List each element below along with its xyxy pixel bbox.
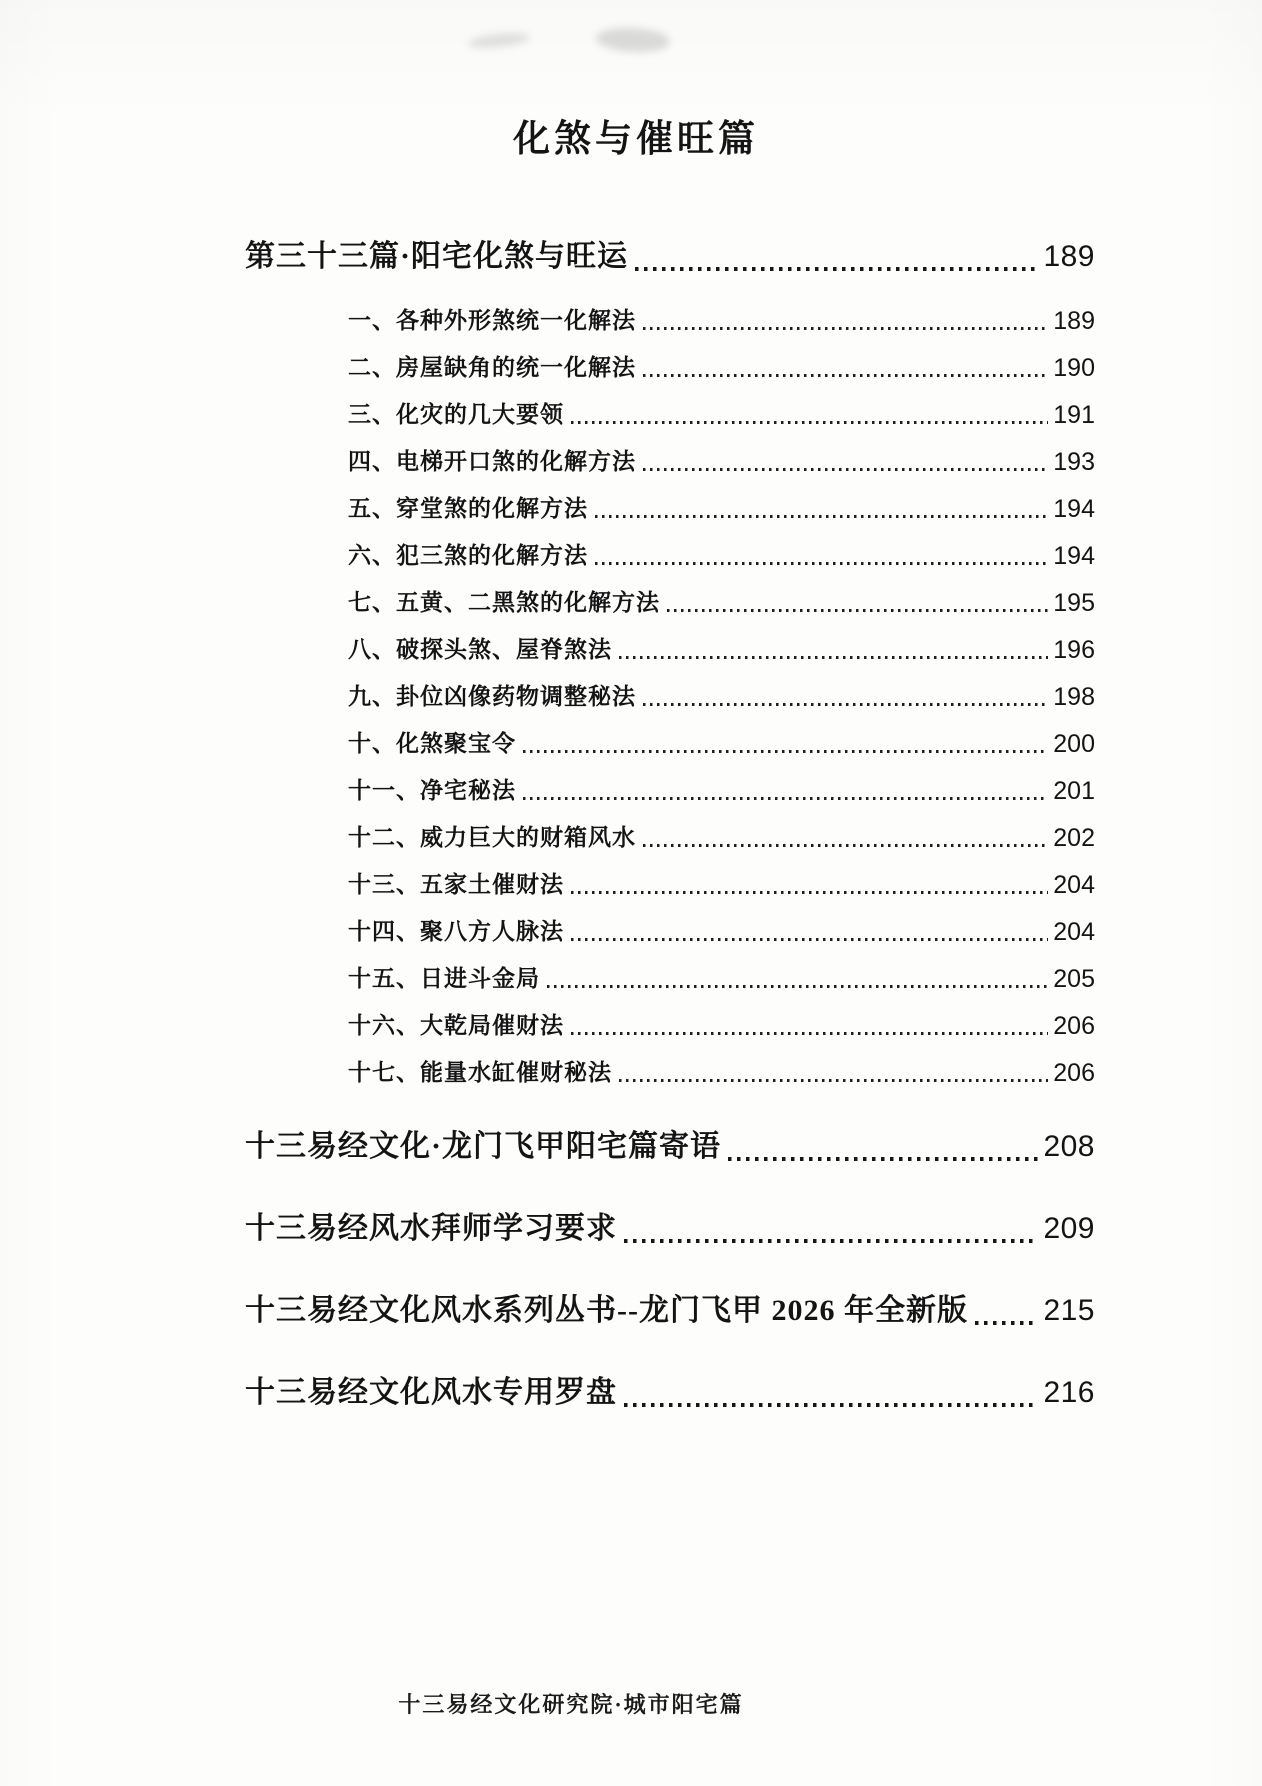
dot-leader [595,562,1048,565]
toc-page-number: 205 [1053,965,1095,993]
dot-leader [619,1079,1048,1082]
toc-page-number: 202 [1053,824,1095,852]
toc-entry-label: 六、犯三煞的化解方法 [348,543,588,568]
dot-leader [643,327,1048,330]
toc-page-number: 189 [1053,307,1095,335]
toc-entry-label: 九、卦位凶像药物调整秘法 [348,684,636,709]
dot-leader [571,421,1048,424]
toc-row [245,494,1095,524]
toc-row [245,353,1095,383]
toc-entry-label: 十三易经文化风水专用罗盘 [245,1376,617,1409]
toc-row [245,541,1095,571]
toc-page-number: 206 [1053,1059,1095,1087]
toc-entry-label: 十二、威力巨大的财箱风水 [348,825,636,850]
toc-entry-label: 五、穿堂煞的化解方法 [348,496,588,521]
toc-row [245,917,1095,947]
dot-leader [667,609,1048,612]
toc-entry-label: 十三、五家土催财法 [348,872,564,897]
scan-artifact [595,26,670,54]
dot-leader [624,1403,1038,1407]
toc-page-number: 190 [1053,354,1095,382]
toc-entry-label: 第三十三篇·阳宅化煞与旺运 [245,240,629,273]
toc-page-number: 216 [1043,1376,1095,1409]
dot-leader [643,703,1048,706]
toc-entry-label: 十五、日进斗金局 [348,966,540,991]
toc-page-number: 193 [1053,448,1095,476]
toc-entry-label: 八、破探头煞、屋脊煞法 [348,637,612,662]
dot-leader [643,844,1048,847]
dot-leader [571,938,1048,941]
toc-entry-label: 十七、能量水缸催财秘法 [348,1060,612,1085]
toc-entry-label: 十六、大乾局催财法 [348,1013,564,1038]
toc-page-number: 208 [1043,1130,1095,1163]
toc-row [245,400,1095,430]
toc-row [245,870,1095,900]
toc-row [245,447,1095,477]
toc-row [245,729,1095,759]
toc-row [245,776,1095,806]
toc-entry-label: 十一、净宅秘法 [348,778,516,803]
toc-page-number: 195 [1053,589,1095,617]
dot-leader [624,1239,1038,1243]
toc-row [245,1288,1095,1334]
toc-entry-label: 七、五黄、二黑煞的化解方法 [348,590,660,615]
dot-leader [619,656,1048,659]
toc-page-number: 201 [1053,777,1095,805]
dot-leader [728,1157,1038,1161]
dot-leader [571,891,1048,894]
toc-row [245,1370,1095,1416]
toc-row [245,964,1095,994]
toc-page-number: 194 [1053,542,1095,570]
scan-artifact [467,31,530,50]
toc-row [245,306,1095,336]
toc-row [245,1206,1095,1252]
toc-entry-label: 四、电梯开口煞的化解方法 [348,449,636,474]
toc-entry-label: 十三易经文化风水系列丛书--龙门飞甲 2026 年全新版 [245,1294,968,1327]
toc-list [245,234,1095,1416]
toc-page-number: 200 [1053,730,1095,758]
toc-row [245,682,1095,712]
toc-entry-label: 十四、聚八方人脉法 [348,919,564,944]
toc-row [245,635,1095,665]
dot-leader [547,985,1048,988]
dot-leader [523,797,1048,800]
toc-entry-label: 二、房屋缺角的统一化解法 [348,355,636,380]
toc-entry-label: 十三易经风水拜师学习要求 [245,1212,617,1245]
toc-page-number: 204 [1053,918,1095,946]
toc-page-number: 206 [1053,1012,1095,1040]
toc-row [245,588,1095,618]
toc-page-number: 204 [1053,871,1095,899]
toc-row [245,823,1095,853]
dot-leader [643,468,1048,471]
toc-page-number: 215 [1043,1294,1095,1327]
page-footer: 十三易经文化研究院·城市阳宅篇 [398,1692,744,1717]
toc-page-number: 194 [1053,495,1095,523]
toc-entry-label: 三、化灾的几大要领 [348,402,564,427]
toc-entry-label: 十、化煞聚宝令 [348,731,516,756]
toc-row [245,1058,1095,1088]
toc-page-number: 196 [1053,636,1095,664]
dot-leader [595,515,1048,518]
toc-page-number: 189 [1043,240,1095,273]
toc-entry-label: 十三易经文化·龙门飞甲阳宅篇寄语 [245,1130,722,1163]
dot-leader [523,750,1048,753]
dot-leader [975,1321,1038,1325]
dot-leader [635,267,1038,271]
toc-content [245,118,1095,1416]
dot-leader [571,1032,1048,1035]
toc-page-number: 191 [1053,401,1095,429]
toc-row [245,234,1095,280]
dot-leader [643,374,1048,377]
toc-row [245,1124,1095,1170]
toc-page-number: 209 [1043,1212,1095,1245]
toc-row [245,1011,1095,1041]
toc-entry-label: 一、各种外形煞统一化解法 [348,308,636,333]
toc-page-number: 198 [1053,683,1095,711]
section-title: 化煞与催旺篇 [513,119,759,160]
